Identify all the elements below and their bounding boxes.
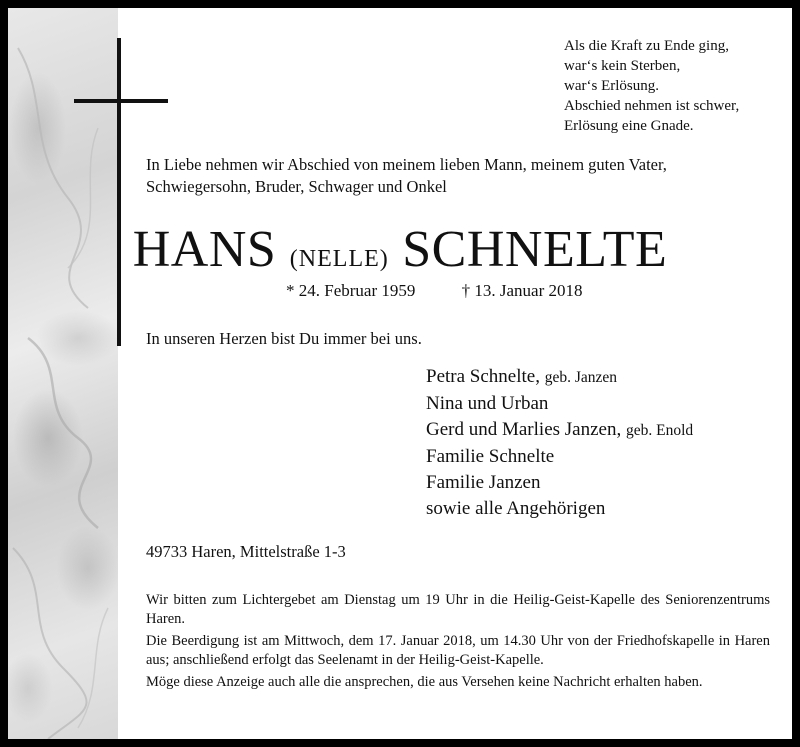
family-entry [426,364,693,391]
first-name: HANS [132,221,277,278]
intro-text [146,154,766,198]
family-entry [426,417,693,444]
marble-veins [8,8,118,739]
deceased-name [8,220,792,289]
cross-vertical-beam [117,38,121,346]
address: 49733 Haren, Mittelstraße 1-3 [146,542,346,561]
family-entry [426,496,693,522]
intro-line: Schwiegersohn, Bruder, Schwager und Onkel [146,177,447,196]
poem-line: Als die Kraft zu Ende ging, [564,38,729,54]
note-paragraph: Die Beerdigung ist am Mittwoch, dem 17. Januar 2018, um 14.30 Uhr von der Friedhofskapelle in Haren aus; anschließend erfolgt das Seelenamt in der Heilig-Geist-Kapelle. [146,633,770,668]
family-name: Nina und Urban [426,393,549,414]
family-entry [426,470,693,496]
family-name: sowie alle Angehörigen [426,498,606,519]
family-entry [426,391,693,417]
poem-line: war‘s kein Sterben, [564,58,681,74]
motto: In unseren Herzen bist Du immer bei uns. [146,329,422,348]
family-note: geb. Janzen [544,369,618,386]
family-name: Familie Janzen [426,472,541,493]
marble-border [8,8,118,739]
last-name: SCHNELTE [402,221,668,278]
family-note: geb. Enold [625,422,694,439]
life-dates [286,280,583,302]
poem [564,36,739,136]
notes [146,591,770,695]
nickname: (NELLE) [289,246,389,272]
obituary-notice [8,8,792,739]
poem-line: Erlösung eine Gnade. [564,118,694,134]
poem-line: Abschied nehmen ist schwer, [564,98,740,114]
note-paragraph: Wir bitten zum Lichtergebet am Dienstag um 19 Uhr in die Heilig-Geist-Kapelle des Seniorenzentrums Haren. [146,592,770,627]
intro-line: In Liebe nehmen wir Abschied von meinem lieben Mann, meinem guten Vater, [146,155,667,174]
death-date: † 13. Januar 2018 [461,281,583,300]
birth-date: * 24. Februar 1959 [286,281,416,300]
family-entry [426,444,693,470]
family-list [426,364,693,522]
poem-line: war‘s Erlösung. [564,78,659,94]
note-paragraph: Möge diese Anzeige auch alle die ansprechen, die aus Versehen keine Nachricht erhalten haben. [146,674,703,690]
family-name: Gerd und Marlies Janzen, [426,419,622,440]
family-name: Familie Schnelte [426,446,555,467]
family-name: Petra Schnelte, [426,366,540,387]
cross-horizontal-beam [74,99,168,103]
